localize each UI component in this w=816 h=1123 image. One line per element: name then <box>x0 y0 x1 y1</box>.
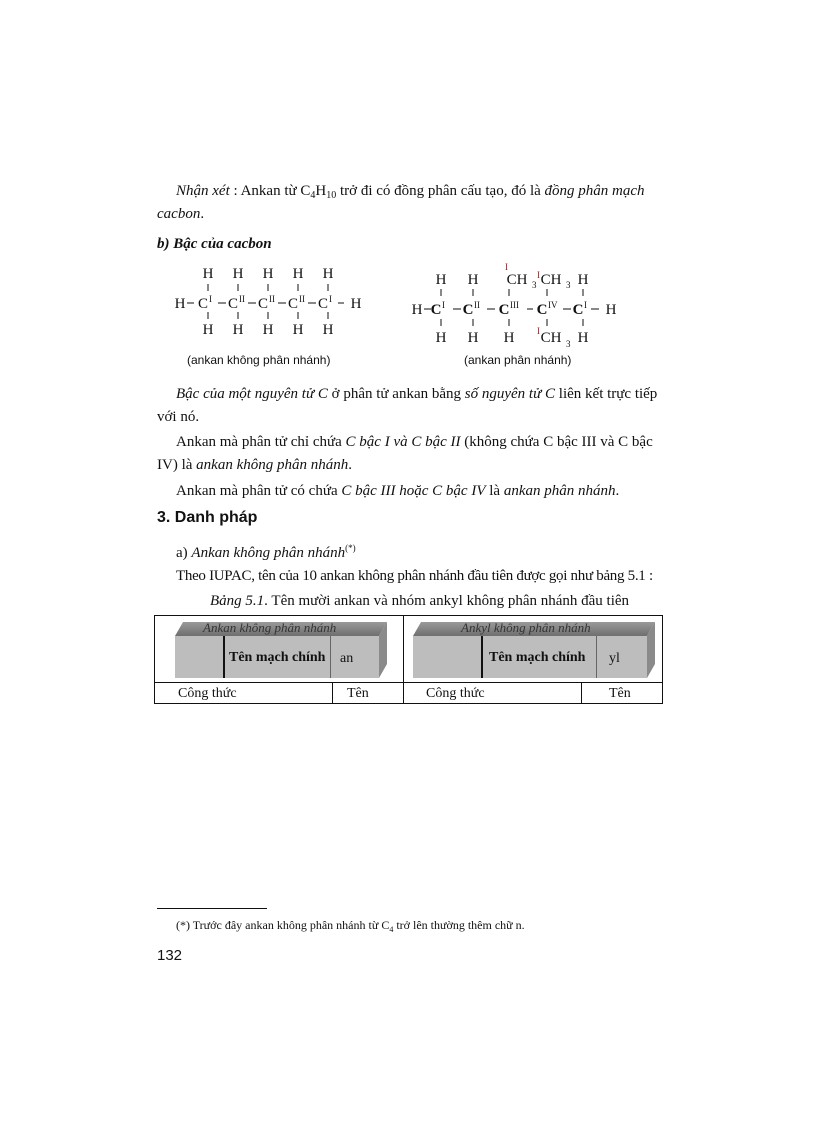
table-5-1 <box>154 615 663 704</box>
carbon-atom: C <box>462 302 474 318</box>
methyl-group: CH <box>540 272 562 288</box>
hydrogen-bottom: H <box>232 322 244 338</box>
para-carbon-order-line2: với nó. <box>157 409 200 425</box>
header-sep-1 <box>332 682 333 704</box>
methyl-subscript: 3 <box>532 280 537 290</box>
header-name-right: Tên <box>609 686 631 701</box>
carbon-atom: C <box>317 296 329 312</box>
carbon-order-label: I <box>209 294 212 304</box>
carbon-order-label: III <box>510 300 519 310</box>
carbon-atom: C <box>430 302 442 318</box>
carbon-order-label: IV <box>548 300 558 310</box>
carbon-order-label: II <box>239 294 245 304</box>
methyl-group: CH <box>506 272 528 288</box>
hydrogen-bottom: H <box>503 330 515 346</box>
header-formula-left: Công thức <box>178 686 237 701</box>
right-box-title: Ankyl không phân nhánh <box>461 620 591 635</box>
hydrogen-right: H <box>605 302 617 318</box>
remark-label: Nhận xét <box>176 183 230 199</box>
header-sep-3 <box>581 682 582 704</box>
subsection-a: a) Ankan không phân nhánh(*) <box>176 543 356 561</box>
carbon-atom: C <box>498 302 510 318</box>
hydrogen-top: H <box>292 266 304 282</box>
carbon-atom: C <box>287 296 299 312</box>
remark-paragraph: Nhận xét : Ankan từ $C_4H_{10}$ trở đi có đồng phân cấu tạo, đó là đồng phân mạch <box>176 183 645 201</box>
footnote: (*) Trước đây ankan không phân nhánh từ $C_4$ trở lên thường thêm chữ n. <box>176 918 525 934</box>
carbon-order-label: II <box>299 294 305 304</box>
branched-caption: (ankan phân nhánh) <box>464 353 572 367</box>
left-box-title: Ankan không phân nhánh <box>203 620 337 635</box>
hydrogen-top: H <box>467 272 479 288</box>
hydrogen-bottom: H <box>262 322 274 338</box>
branched-alkane-formula <box>405 262 645 352</box>
branch-order-label: I <box>537 270 540 280</box>
left-box-suffix: an <box>340 651 354 666</box>
hydrogen-bottom: H <box>202 322 214 338</box>
branch-order-label: I <box>537 326 540 336</box>
footnote-rule <box>157 908 267 909</box>
intro-text: Theo IUPAC, tên của 10 ankan không phân nhánh đầu tiên được gọi như bảng 5.1 : <box>176 568 653 584</box>
hydrogen-top: H <box>262 266 274 282</box>
carbon-order-label: I <box>584 300 587 310</box>
header-name-left: Tên <box>347 686 369 701</box>
table-header-rule <box>155 682 662 683</box>
page-number: 132 <box>157 947 183 964</box>
linear-caption: (ankan không phân nhánh) <box>187 353 331 367</box>
hydrogen-top: H <box>577 272 589 288</box>
para-unbranched-line2: IV) là ankan không phân nhánh. <box>157 457 352 473</box>
methyl-group: CH <box>540 330 562 346</box>
right-3d-box <box>413 622 655 678</box>
carbon-order-label: I <box>329 294 332 304</box>
header-formula-right: Công thức <box>426 686 485 701</box>
table-divider <box>403 616 404 682</box>
hydrogen-right: H <box>350 296 362 312</box>
branch-order-label: I <box>505 262 508 272</box>
methyl-subscript: 3 <box>566 280 571 290</box>
carbon-order-label: II <box>269 294 275 304</box>
remark-line-2: cacbon. <box>157 206 205 222</box>
hydrogen-bottom: H <box>467 330 479 346</box>
right-box-main-label: Tên mạch chính <box>489 650 586 665</box>
hydrogen-left: H <box>174 296 186 312</box>
hydrogen-bottom: H <box>435 330 447 346</box>
carbon-order-label: II <box>474 300 480 310</box>
carbon-order-label: I <box>442 300 445 310</box>
carbon-atom: C <box>572 302 584 318</box>
carbon-atom: C <box>227 296 239 312</box>
carbon-atom: C <box>257 296 269 312</box>
hydrogen-top: H <box>202 266 214 282</box>
header-sep-2 <box>403 682 404 704</box>
carbon-atom: C <box>536 302 548 318</box>
methyl-subscript: 3 <box>566 339 571 349</box>
right-box-sep <box>596 636 597 678</box>
left-box-sep <box>330 636 331 678</box>
hydrogen-top: H <box>322 266 334 282</box>
carbon-atom: C <box>197 296 209 312</box>
section-b-heading: b) Bậc của cacbon <box>157 236 272 252</box>
right-box-suffix: yl <box>609 651 620 666</box>
hydrogen-top: H <box>435 272 447 288</box>
para-unbranched: Ankan mà phân tử chỉ chứa C bậc I và C bậc II (không chứa C bậc III và C bậc <box>176 434 653 450</box>
para-branched: Ankan mà phân tử có chứa C bậc III hoặc C bậc IV là ankan phân nhánh. <box>176 483 620 499</box>
para-carbon-order: Bậc của một nguyên tử C ở phân tử ankan bằng số nguyên tử C liên kết trực tiếp <box>176 386 658 402</box>
linear-alkane-formula <box>170 262 390 342</box>
hydrogen-bottom: H <box>292 322 304 338</box>
hydrogen-left: H <box>411 302 423 318</box>
left-3d-box <box>175 622 387 678</box>
hydrogen-bottom: H <box>577 330 589 346</box>
section-3-heading: 3. Danh pháp <box>157 509 258 526</box>
table-caption: Bảng 5.1. Tên mười ankan và nhóm ankyl không phân nhánh đầu tiên <box>210 593 630 609</box>
hydrogen-top: H <box>232 266 244 282</box>
left-box-main-label: Tên mạch chính <box>229 650 326 665</box>
hydrogen-bottom: H <box>322 322 334 338</box>
